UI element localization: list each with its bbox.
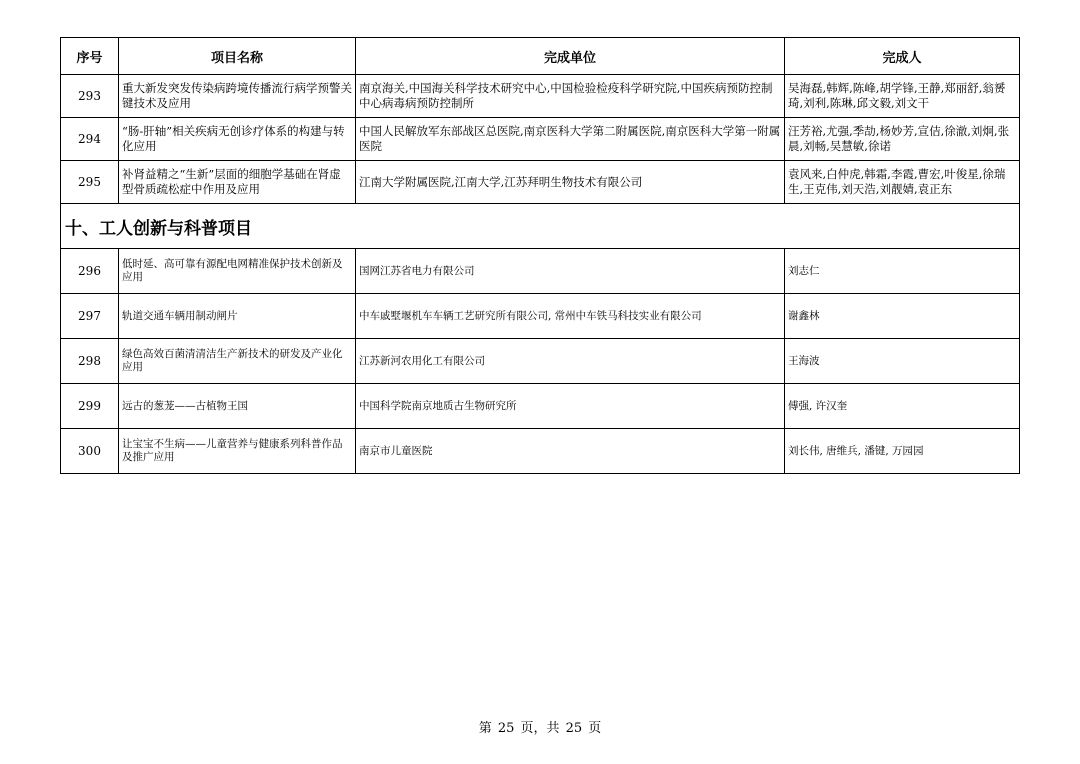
project-name-cell <box>119 384 356 429</box>
row-number: 300 <box>61 429 119 474</box>
people-cell <box>785 249 1020 294</box>
completing-people: 刘长伟, 唐维兵, 潘键, 万园园 <box>788 444 924 457</box>
project-name-cell <box>119 339 356 384</box>
header-completing-people: 完成人 <box>785 38 1020 75</box>
unit-cell <box>356 384 785 429</box>
row-number: 299 <box>61 384 119 429</box>
row-number: 297 <box>61 294 119 339</box>
awards-table <box>60 37 1020 474</box>
people-cell <box>785 161 1020 204</box>
unit-cell <box>356 75 785 118</box>
completing-unit: 江苏新河农用化工有限公司 <box>359 354 485 367</box>
row-number: 295 <box>61 161 119 204</box>
people-cell <box>785 75 1020 118</box>
completing-people: 吴海磊,韩辉,陈峰,胡学锋,王静,郑丽舒,翁赟琦,刘利,陈琳,邱文毅,刘文干 <box>788 81 1006 110</box>
table-row <box>61 384 1020 429</box>
table-row <box>61 75 1020 118</box>
people-cell <box>785 339 1020 384</box>
header-project-name: 项目名称 <box>119 38 356 75</box>
completing-unit: 南京海关,中国海关科学技术研究中心,中国检验检疫科学研究院,中国疾病预防控制中心病毒病预防控制所 <box>359 81 773 110</box>
completing-people: 谢鑫林 <box>788 309 820 322</box>
project-name: 重大新发突发传染病跨境传播流行病学预警关键技术及应用 <box>122 81 352 110</box>
project-name: 远古的葱茏——古植物王国 <box>122 399 248 412</box>
completing-people: 袁风来,白仲虎,韩霜,李霞,曹宏,叶俊星,徐瑞生,王克伟,刘天浩,刘靓婧,袁正东 <box>788 167 1006 196</box>
completing-people: 刘志仁 <box>788 264 820 277</box>
project-name-cell <box>119 75 356 118</box>
row-number: 296 <box>61 249 119 294</box>
completing-unit: 中国人民解放军东部战区总医院,南京医科大学第二附属医院,南京医科大学第一附属医院 <box>359 124 781 153</box>
row-number: 293 <box>61 75 119 118</box>
project-name: “肠-肝轴”相关疾病无创诊疗体系的构建与转化应用 <box>122 124 345 153</box>
people-cell <box>785 294 1020 339</box>
completing-unit: 江南大学附属医院,江南大学,江苏拜明生物技术有限公司 <box>359 174 643 189</box>
project-name: 补肾益精之“生新”层面的细胞学基础在肾虚型骨质疏松症中作用及应用 <box>122 167 341 196</box>
table-row <box>61 294 1020 339</box>
completing-unit: 中车戚墅堰机车车辆工艺研究所有限公司, 常州中车铁马科技实业有限公司 <box>359 309 702 322</box>
completing-unit: 国网江苏省电力有限公司 <box>359 264 475 277</box>
header-completing-unit: 完成单位 <box>356 38 785 75</box>
project-name-cell <box>119 294 356 339</box>
completing-people: 傅强, 许汉奎 <box>788 399 848 412</box>
header-serial: 序号 <box>61 38 119 75</box>
page-footer: 第 25 页，共 25 页 <box>478 721 602 736</box>
unit-cell <box>356 339 785 384</box>
completing-unit: 南京市儿童医院 <box>359 444 433 457</box>
project-name-cell <box>119 118 356 161</box>
unit-cell <box>356 161 785 204</box>
people-cell <box>785 384 1020 429</box>
table-row <box>61 249 1020 294</box>
project-name: 绿色高效百菌清清洁生产新技术的研发及产业化应用 <box>122 348 343 373</box>
table-row <box>61 118 1020 161</box>
section-row <box>61 204 1020 249</box>
table-row <box>61 429 1020 474</box>
people-cell <box>785 429 1020 474</box>
people-cell <box>785 118 1020 161</box>
row-number: 294 <box>61 118 119 161</box>
unit-cell <box>356 294 785 339</box>
unit-cell <box>356 118 785 161</box>
table-header-row <box>61 38 1020 75</box>
project-name-cell <box>119 249 356 294</box>
completing-unit: 中国科学院南京地质古生物研究所 <box>359 399 517 412</box>
table-row <box>61 339 1020 384</box>
completing-people: 王海波 <box>788 354 820 367</box>
section-title: 十、工人创新与科普项目 <box>61 204 1020 249</box>
row-number: 298 <box>61 339 119 384</box>
completing-people: 汪芳裕,尤强,季劼,杨妙芳,宣佶,徐澈,刘炯,张晨,刘畅,吴慧敏,徐诺 <box>788 124 1010 153</box>
project-name-cell <box>119 429 356 474</box>
project-name: 轨道交通车辆用制动闸片 <box>122 309 238 322</box>
table-row <box>61 161 1020 204</box>
project-name: 低时延、高可靠有源配电网精准保护技术创新及应用 <box>122 258 343 283</box>
unit-cell <box>356 249 785 294</box>
unit-cell <box>356 429 785 474</box>
project-name: 让宝宝不生病——儿童营养与健康系列科普作品及推广应用 <box>122 438 343 463</box>
project-name-cell <box>119 161 356 204</box>
